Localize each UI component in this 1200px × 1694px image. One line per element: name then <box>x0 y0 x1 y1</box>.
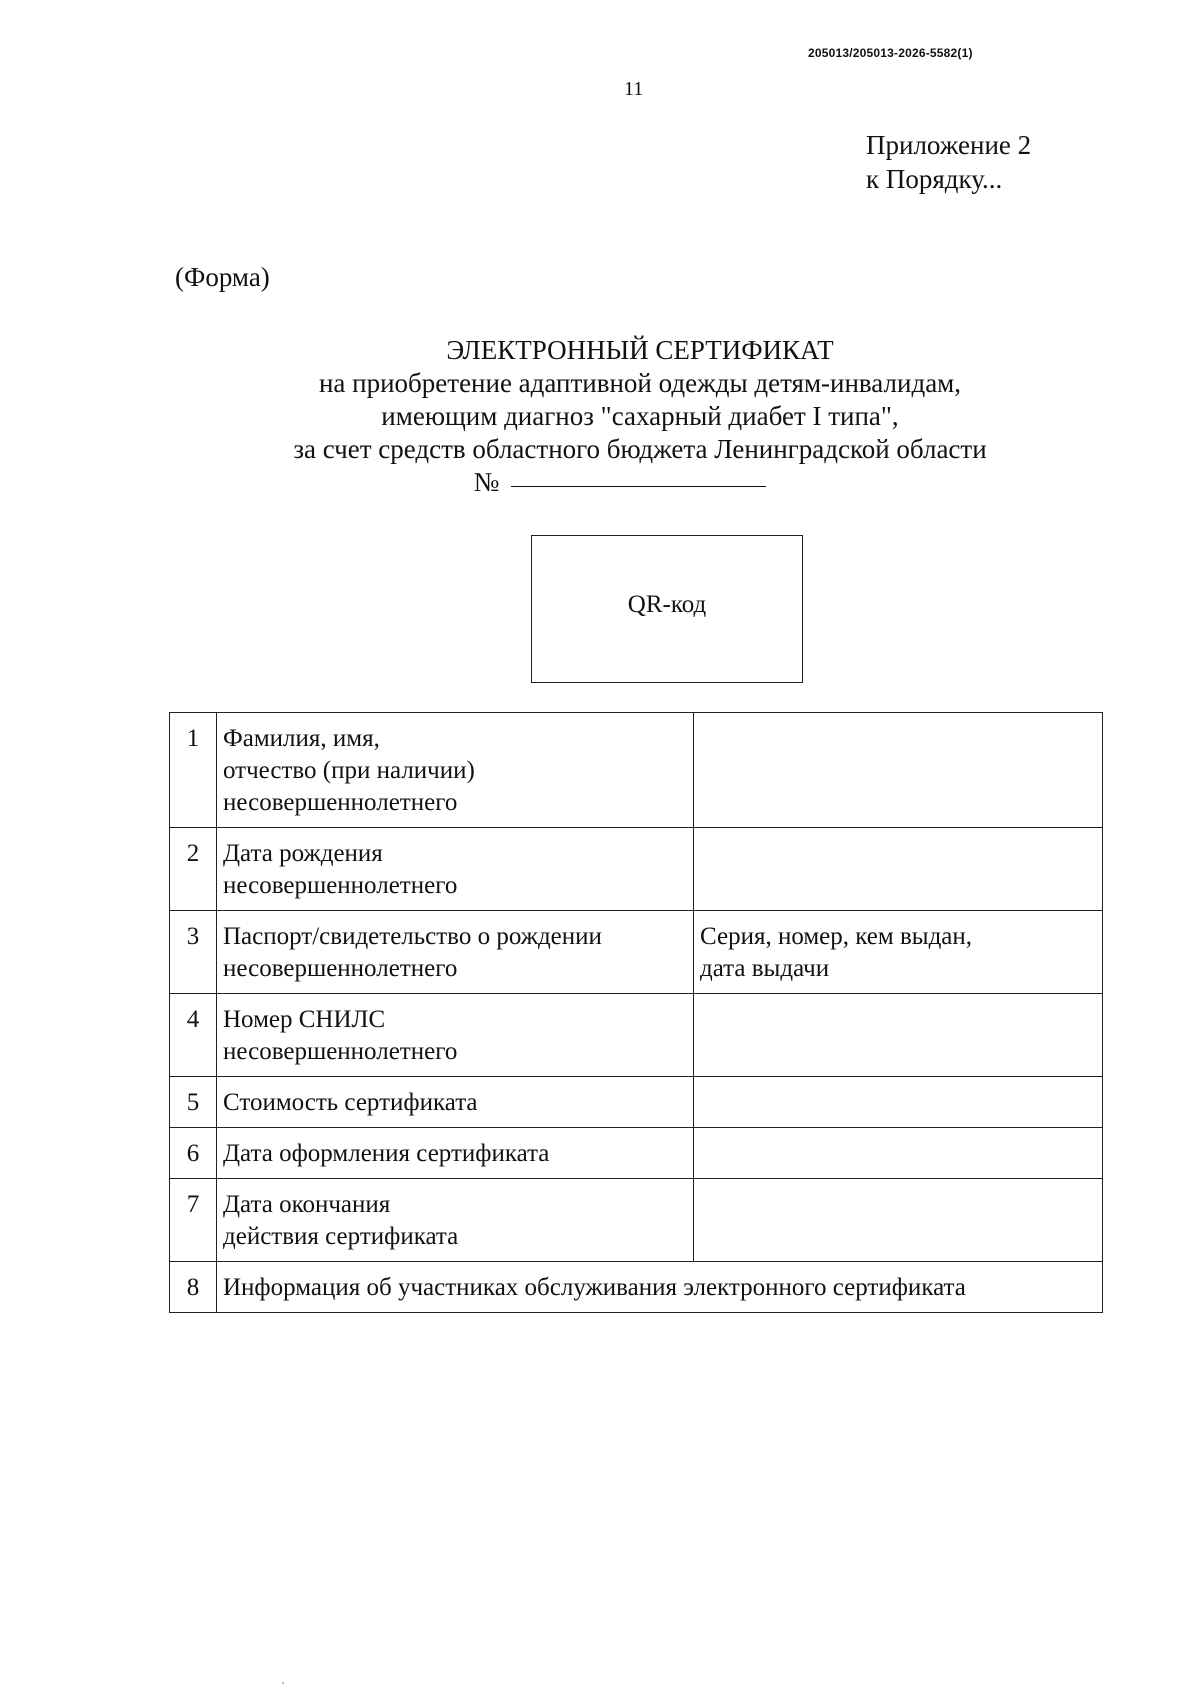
row-label <box>217 828 694 911</box>
row-label <box>217 1179 694 1262</box>
qr-code-label: QR-код <box>627 591 707 618</box>
row-label <box>217 713 694 828</box>
row-number: 1 <box>170 713 217 828</box>
row-label <box>217 911 694 994</box>
row-label-line: Информация об участниках обслуживания электронного сертификата <box>223 1274 966 1301</box>
row-value <box>694 1179 1103 1262</box>
certificate-info-table <box>169 712 1103 1313</box>
scan-artifact <box>282 1682 284 1684</box>
row-label-line: Фамилия, имя, <box>223 725 380 752</box>
row-label <box>217 1128 694 1179</box>
document-title <box>120 334 1160 499</box>
row-number: 5 <box>170 1077 217 1128</box>
row-value <box>694 828 1103 911</box>
row-label-line: Дата рождения <box>223 840 383 867</box>
title-line-3: имеющим диагноз "сахарный диабет I типа", <box>381 401 899 431</box>
certificate-number-line <box>474 466 767 499</box>
row-number: 4 <box>170 994 217 1077</box>
row-label-line: Стоимость сертификата <box>223 1089 478 1116</box>
row-label-line: Паспорт/свидетельство о рождении <box>223 923 602 950</box>
qr-code-placeholder <box>531 535 803 683</box>
appendix-line-2: к Порядку... <box>866 164 1003 194</box>
page-number: 11 <box>624 78 644 100</box>
table-row <box>170 994 1103 1077</box>
row-value <box>694 1128 1103 1179</box>
number-sign: № <box>473 467 500 497</box>
row-value <box>694 1077 1103 1128</box>
row-label <box>217 1077 694 1128</box>
table-row <box>170 713 1103 828</box>
title-line-1: ЭЛЕКТРОННЫЙ СЕРТИФИКАТ <box>446 335 834 365</box>
row-number: 7 <box>170 1179 217 1262</box>
row-label <box>217 1262 1103 1313</box>
title-line-2: на приобретение адаптивной одежды детям-инвалидам, <box>318 368 962 398</box>
row-value <box>694 911 1103 994</box>
table-row <box>170 1179 1103 1262</box>
row-label-line: несовершеннолетнего <box>223 789 458 816</box>
row-value-line: Серия, номер, кем выдан, <box>700 923 973 950</box>
row-label-line: несовершеннолетнего <box>223 872 458 899</box>
table-row <box>170 1128 1103 1179</box>
row-label-line: Дата оформления сертификата <box>223 1140 550 1167</box>
row-label <box>217 994 694 1077</box>
appendix-reference <box>866 128 1031 196</box>
row-number: 2 <box>170 828 217 911</box>
row-label-line: несовершеннолетнего <box>223 1038 458 1065</box>
document-registration-code: 205013/205013-2026-5582(1) <box>808 46 973 60</box>
row-value-line: дата выдачи <box>700 955 830 982</box>
row-label-line: отчество (при наличии) <box>223 757 475 784</box>
title-line-4: за счет средств областного бюджета Ленинградской области <box>293 434 987 464</box>
row-label-line: Дата окончания <box>223 1191 391 1218</box>
row-value <box>694 994 1103 1077</box>
row-label-line: Номер СНИЛС <box>223 1006 386 1033</box>
appendix-line-1: Приложение 2 <box>866 130 1032 160</box>
row-label-line: действия сертификата <box>223 1223 459 1250</box>
table-row <box>170 911 1103 994</box>
form-label: (Форма) <box>175 262 270 292</box>
row-label-line: несовершеннолетнего <box>223 955 458 982</box>
row-number: 3 <box>170 911 217 994</box>
row-number: 8 <box>170 1262 217 1313</box>
table-row <box>170 1262 1103 1313</box>
certificate-number-blank <box>511 485 766 487</box>
table-row <box>170 828 1103 911</box>
row-number: 6 <box>170 1128 217 1179</box>
table-row <box>170 1077 1103 1128</box>
row-value <box>694 713 1103 828</box>
